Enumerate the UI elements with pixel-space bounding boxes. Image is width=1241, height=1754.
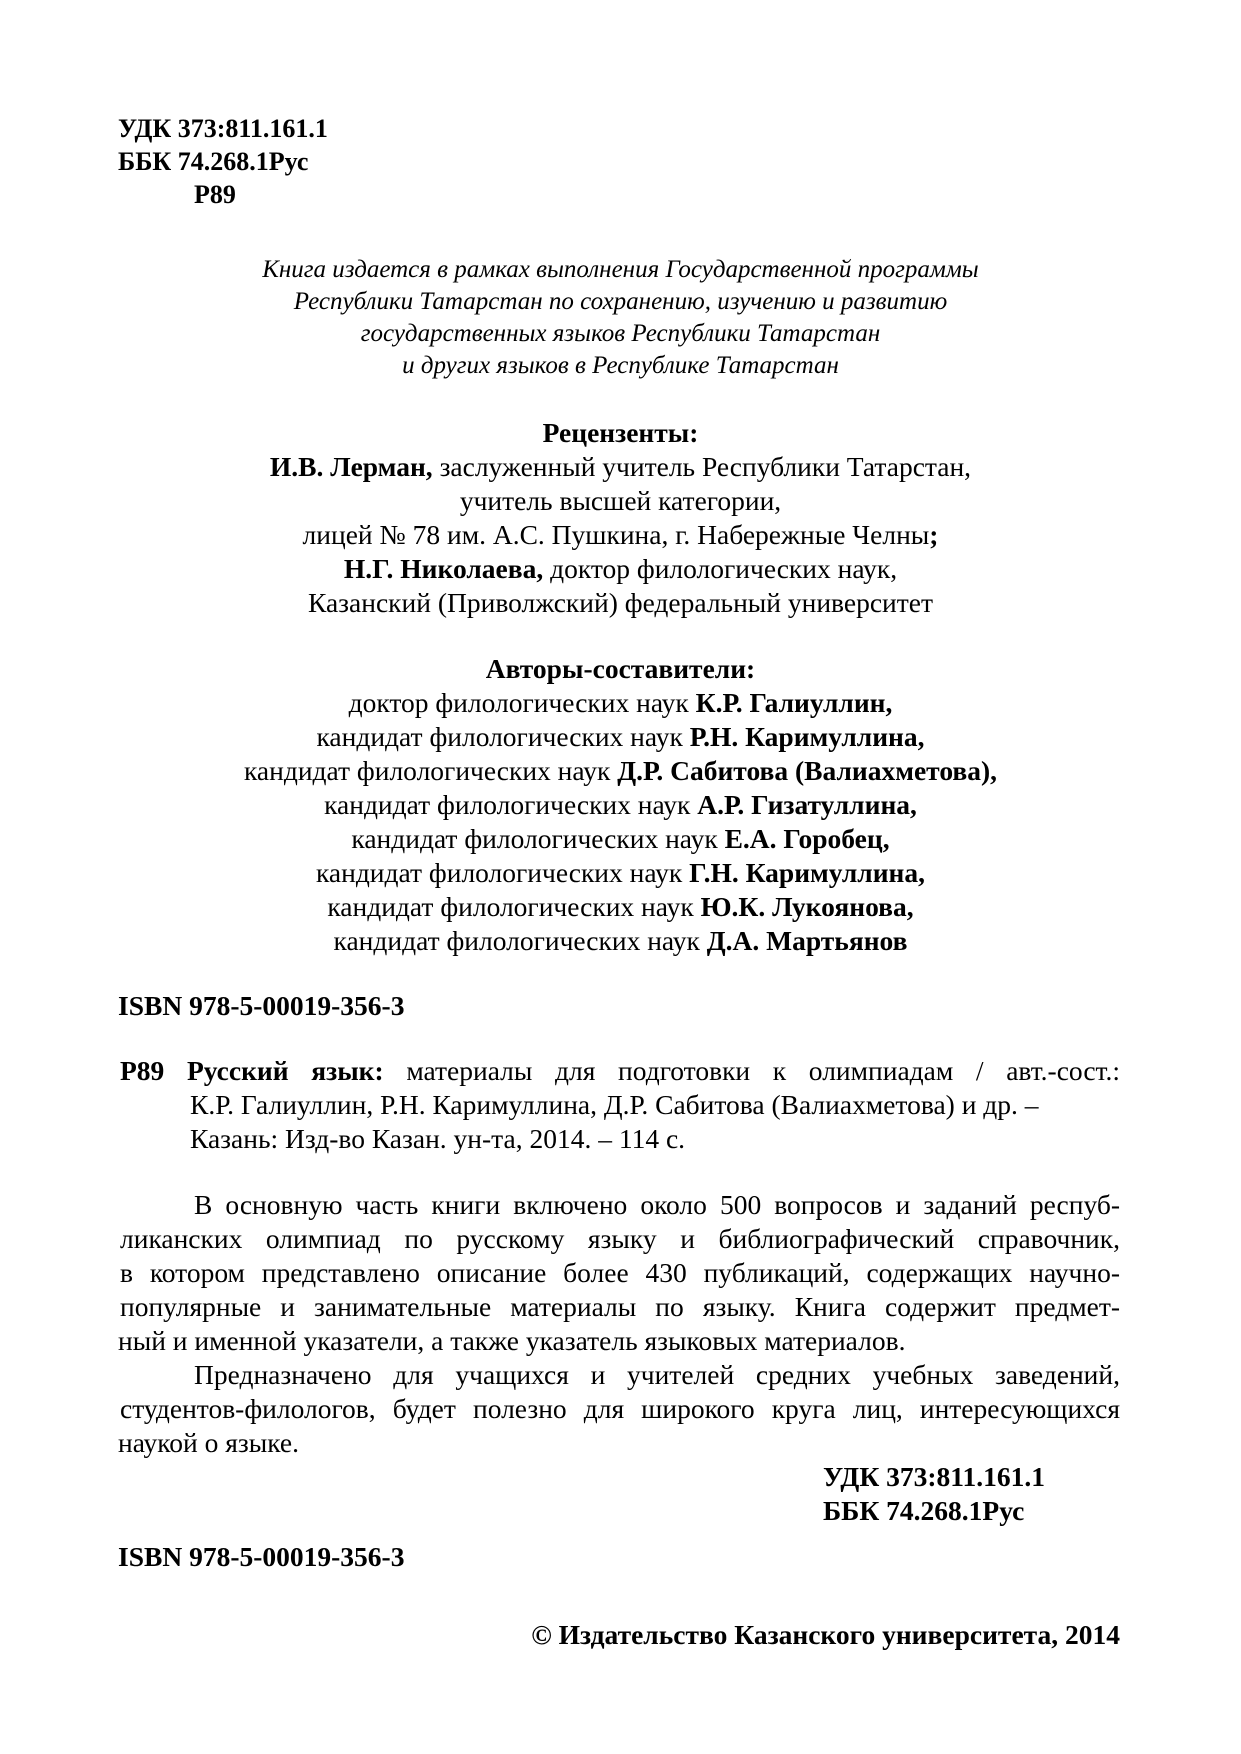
copyright-notice: © Издательство Казанского университета, 2014 (531, 1619, 1120, 1650)
author-degree: кандидат филологических наук (316, 721, 690, 752)
author-line (0, 925, 1241, 957)
footer-isbn: ISBN 978-5-00019-356-3 (118, 1541, 405, 1572)
reviewer-separator: ; (929, 519, 939, 550)
bib-code: Р89 (120, 1055, 165, 1086)
author-line (0, 891, 1241, 923)
footer-bbk-code: ББК 74.268.1Рус (823, 1495, 1025, 1526)
reviewer-2-name: Н.Г. Николаева, (343, 553, 544, 584)
bib-line-1 (120, 1055, 1120, 1087)
bib-line-3: Казань: Изд-во Казан. ун-та, 2014. – 114 с. (190, 1123, 686, 1154)
annotation-line: Предназначено для учащихся и учителей средних учебных заведений, (194, 1359, 1120, 1390)
annotation-line: студентов-филологов, будет полезно для широкого круга лиц, интересующихся (120, 1393, 1120, 1424)
annotation-line: популярные и занимательные материалы по языку. Книга содержит предмет- (120, 1291, 1120, 1322)
udk-code: УДК 373:811.161.1 (118, 114, 328, 143)
author-degree: кандидат филологических наук (333, 925, 707, 956)
reviewer-1-line-1 (0, 451, 1241, 483)
author-name: К.Р. Галиуллин, (695, 687, 893, 718)
reviewer-2-line-1 (0, 553, 1241, 585)
annotation-line: наукой о языке. (118, 1427, 299, 1458)
program-note-line-4: и других языков в Республике Татарстан (402, 352, 839, 379)
isbn: ISBN 978-5-00019-356-3 (118, 990, 405, 1021)
annotation-line: В основную часть книги включено около 500 вопросов и заданий респуб- (194, 1189, 1120, 1220)
bib-line-2: К.Р. Галиуллин, Р.Н. Каримуллина, Д.Р. Сабитова (Валиахметова) и др. – (190, 1089, 1039, 1120)
authors-title: Авторы-составители: (485, 653, 756, 684)
author-line (0, 721, 1241, 753)
annotation-line: в котором представлено описание более 430 публикаций, содержащих научно- (120, 1257, 1120, 1288)
reviewer-1-affiliation: лицей № 78 им. А.С. Пушкина, г. Набережные Челны (302, 519, 930, 550)
author-degree: кандидат филологических наук (324, 789, 698, 820)
program-note-line-2: Республики Татарстан по сохранению, изучению и развитию (293, 288, 948, 315)
author-line (0, 823, 1241, 855)
author-name: Е.А. Горобец, (724, 823, 890, 854)
reviewer-1-name: И.В. Лерман, (269, 451, 433, 482)
author-degree: кандидат филологических наук (315, 857, 690, 888)
author-degree: кандидат филологических наук (327, 891, 701, 922)
reviewer-2-line-2: Казанский (Приволжский) федеральный университет (307, 587, 933, 618)
author-line (0, 755, 1241, 787)
reviewer-1-line-3 (0, 519, 1241, 551)
author-line (0, 789, 1241, 821)
reviewers-title: Рецензенты: (542, 417, 699, 448)
author-line (0, 857, 1241, 889)
bbk-code: ББК 74.268.1Рус (118, 147, 309, 176)
author-name: Д.А. Мартьянов (706, 925, 908, 956)
bib-title: Русский язык: (186, 1055, 384, 1086)
author-degree: доктор филологических наук (348, 687, 696, 718)
author-degree: кандидат филологических наук (351, 823, 725, 854)
reviewer-1-title: заслуженный учитель Республики Татарстан, (432, 451, 972, 482)
footer-udk-code: УДК 373:811.161.1 (823, 1461, 1046, 1492)
author-name: Р.Н. Каримуллина, (689, 721, 925, 752)
annotation-line: ликанских олимпиад по русскому языку и библиографический справочник, (120, 1223, 1120, 1254)
author-name: Г.Н. Каримуллина, (689, 857, 926, 888)
reviewer-1-line-2: учитель высшей категории, (459, 485, 782, 516)
program-note-line-1: Книга издается в рамках выполнения Государственной программы (262, 256, 979, 283)
author-sign-code: Р89 (194, 180, 236, 209)
author-degree: кандидат филологических наук (243, 755, 618, 786)
annotation-line: ный и именной указатели, а также указатель языковых материалов. (118, 1325, 906, 1356)
program-note-line-3: государственных языков Республики Татарстан (360, 320, 881, 347)
reviewer-2-title: доктор филологических наук, (543, 553, 898, 584)
bib-title-rest: материалы для подготовки к олимпиадам / авт.-сост.: (406, 1055, 1121, 1086)
author-name: А.Р. Гизатуллина, (697, 789, 917, 820)
author-name: Ю.К. Лукоянова, (700, 891, 914, 922)
author-name: Д.Р. Сабитова (Валиахметова), (617, 755, 998, 786)
author-line (0, 687, 1241, 719)
